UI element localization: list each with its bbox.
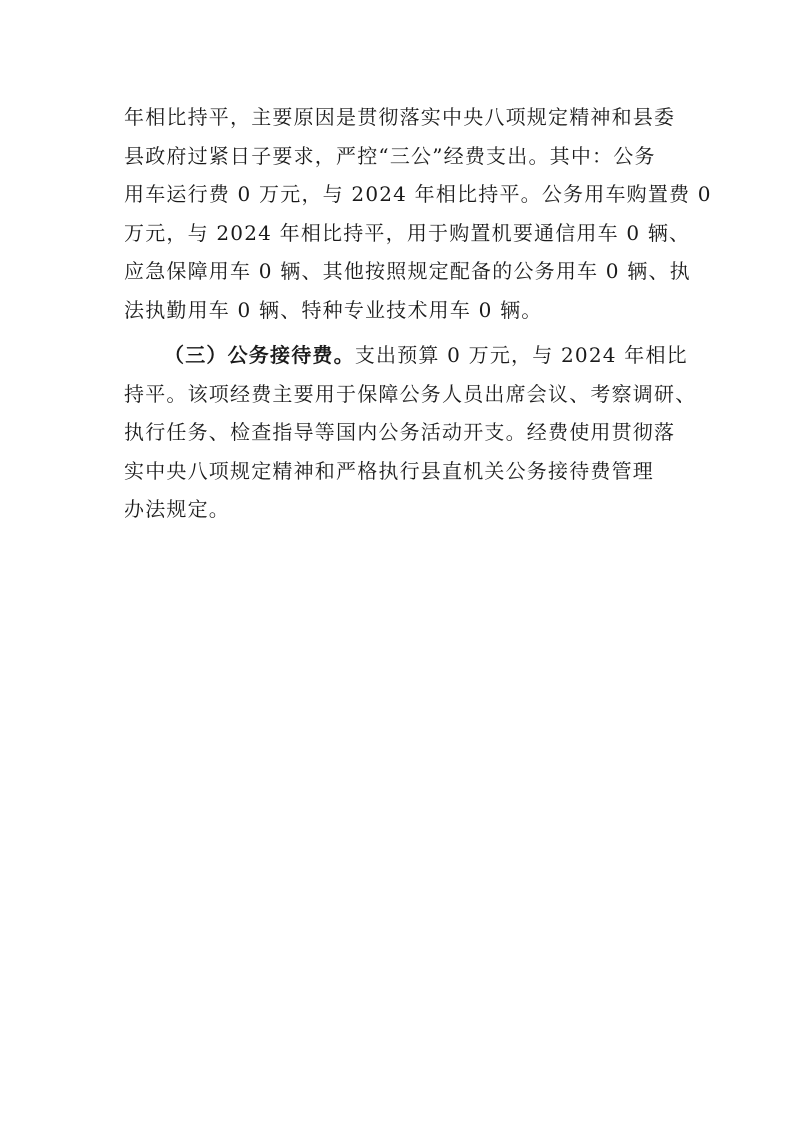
paragraph-reception-expenses bbox=[124, 336, 697, 529]
text-line: 年相比持平，主要原因是贯彻落实中央八项规定精神和县委 bbox=[124, 105, 676, 129]
heading-rest-text: 支出预算 0 万元，与 2024 年相比 bbox=[354, 343, 688, 367]
text-line: 用车运行费 0 万元，与 2024 年相比持平。公务用车购置费 0 bbox=[124, 182, 712, 206]
text-line: 应急保障用车 0 辆、其他按照规定配备的公务用车 0 辆、执 bbox=[124, 259, 691, 283]
text-line: 法执勤用车 0 辆、特种专业技术用车 0 辆。 bbox=[124, 297, 543, 322]
text-line: 办法规定。 bbox=[124, 497, 230, 521]
text-line: 万元，与 2024 年相比持平，用于购置机要通信用车 0 辆、 bbox=[124, 220, 691, 245]
text-line: 县政府过紧日子要求，严控“三公”经费支出。其中：公务 bbox=[124, 143, 656, 168]
text-line: 执行任务、检查指导等国内公务活动开支。经费使用贯彻落 bbox=[124, 420, 676, 444]
paragraph-vehicle-expenses bbox=[124, 98, 712, 329]
text-line: 持平。该项经费主要用于保障公务人员出席会议、考察调研、 bbox=[124, 381, 697, 406]
section-heading: （三）公务接待费。 bbox=[164, 343, 355, 367]
text-line-first bbox=[124, 336, 688, 375]
text-line: 实中央八项规定精神和严格执行县直机关公务接待费管理 bbox=[124, 458, 654, 483]
